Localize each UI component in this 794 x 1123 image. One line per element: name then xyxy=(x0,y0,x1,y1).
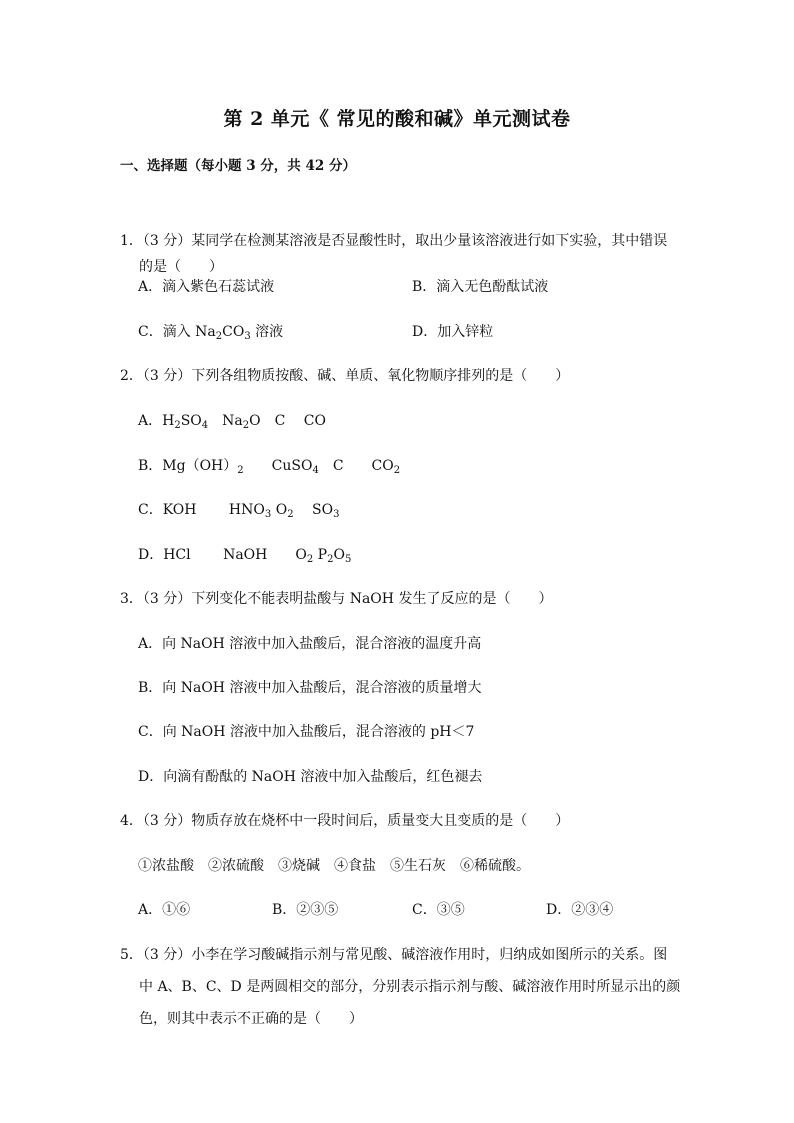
q3-option-d: D．向滴有酚酞的 NaOH 溶液中加入盐酸后，红色褪去 xyxy=(138,769,483,785)
q2-option-a: A．$H_2SO_4$ $Na_2O$ C CO xyxy=(138,413,326,431)
q1-option-c: C．滴入 $Na_2CO_3$ 溶液 xyxy=(138,324,284,342)
question-4-stem: 4．（3 分）物质存放在烧杯中一段时间后，质量变大且变质的是（ ） xyxy=(120,813,570,829)
q3-option-a: A．向 NaOH 溶液中加入盐酸后，混合溶液的温度升高 xyxy=(138,636,482,652)
q3-option-c: C．向 NaOH 溶液中加入盐酸后，混合溶液的 pH＜7 xyxy=(138,724,475,740)
q2-option-c: C．KOH $HNO_3$ $O_2$ $SO_3$ xyxy=(138,502,340,520)
q4-items: ①浓盐酸 ②浓硫酸 ③烧碱 ④食盐 ⑤生石灰 ⑥稀硫酸。 xyxy=(138,858,530,874)
q1-option-b: B．滴入无色酚酞试液 xyxy=(412,279,549,295)
q4-option-d: D．②③④ xyxy=(546,902,614,918)
q4-option-a: A．①⑥ xyxy=(138,902,191,918)
q4-option-b: B．②③⑤ xyxy=(272,902,339,918)
q1-option-d: D．加入锌粒 xyxy=(412,324,494,340)
question-5-stem-line3: 色，则其中表示不正确的是（ ） xyxy=(139,1011,363,1027)
question-5-stem-line1: 5．（3 分）小李在学习酸碱指示剂与常见酸、碱溶液作用时，归纳成如图所示的关系。图 xyxy=(120,947,668,963)
q1-option-a: A．滴入紫色石蕊试液 xyxy=(138,279,275,295)
q4-option-c: C．③⑤ xyxy=(412,902,465,918)
question-3-stem: 3．（3 分）下列变化不能表明盐酸与 NaOH 发生了反应的是（ ） xyxy=(120,591,553,607)
q3-option-b: B．向 NaOH 溶液中加入盐酸后，混合溶液的质量增大 xyxy=(138,680,482,696)
q2-option-b: B．$Mg(OH)_2$ CuSO$_4$ C $CO_2$ xyxy=(138,458,401,476)
page-title: 第 2 单元《 常见的酸和碱》单元测试卷 xyxy=(223,108,571,130)
question-5-stem-line2: 中 A、B、C、D 是两圆相交的部分，分别表示指示剂与酸、碱溶液作用时所显示出的颜 xyxy=(139,979,681,995)
question-2-stem: 2．（3 分）下列各组物质按酸、碱、单质、氧化物顺序排列的是（ ） xyxy=(120,368,570,384)
section-heading: 一、选择题（每小题 3 分，共 42 分） xyxy=(120,158,356,174)
question-1-stem-cont: 的是（ ） xyxy=(139,259,223,275)
q2-option-d: D．HCl NaOH $O_2$ $P_2O_5$ xyxy=(138,547,352,565)
question-1-stem: 1．（3 分）某同学在检测某溶液是否显酸性时，取出少量该溶液进行如下实验，其中错误 xyxy=(120,233,668,249)
